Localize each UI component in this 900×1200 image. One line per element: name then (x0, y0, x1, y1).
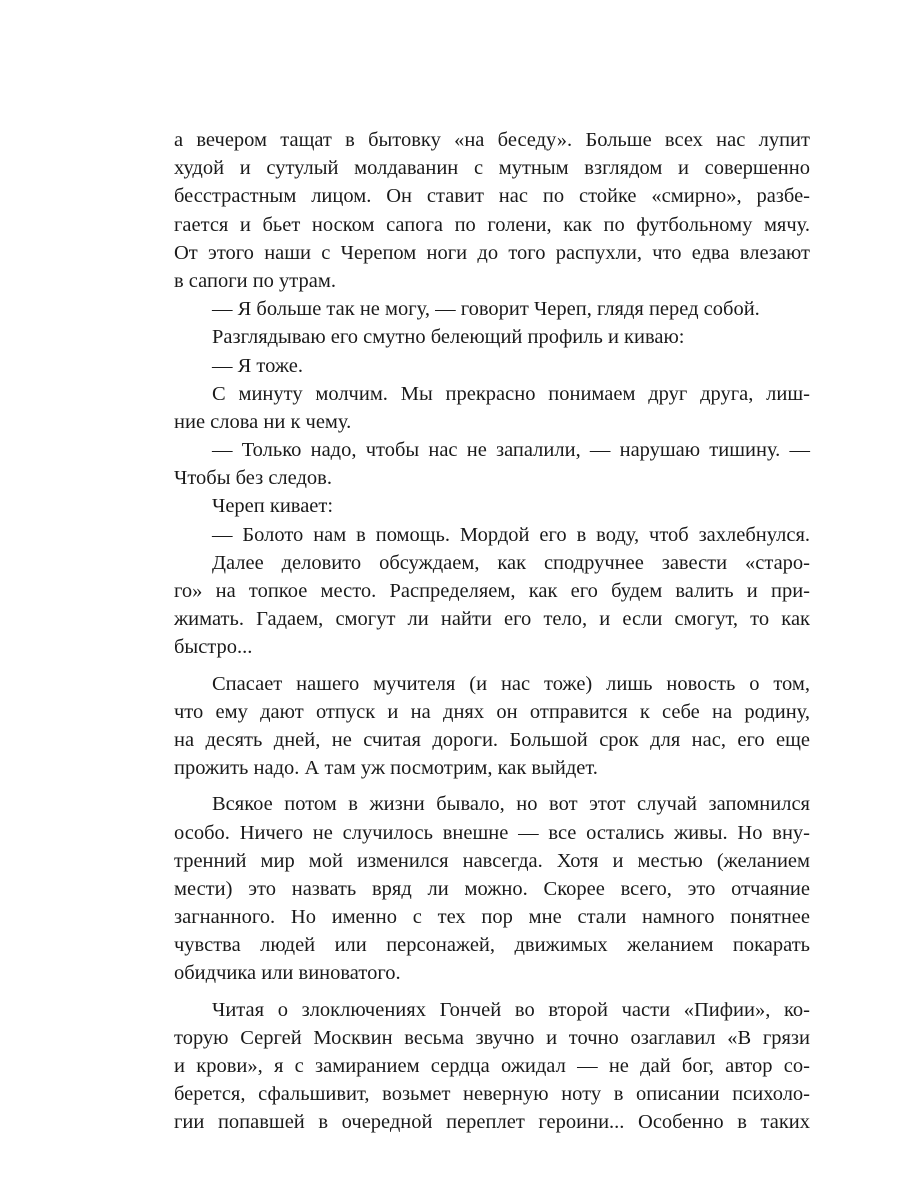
text-line: Спасает нашего мучителя (и нас тоже) лишь новость о том, (212, 672, 810, 695)
text-line: Далее деловито обсуждаем, как сподручнее завести «старо- (212, 551, 810, 574)
paragraph-gap (174, 988, 810, 996)
text-line: особо. Ничего не случилось внешне — все остались живы. Но вну- (174, 821, 810, 844)
text-line: жимать. Гадаем, смогут ли найти его тело, и если смогут, то как (174, 608, 810, 631)
text-line: мести) это назвать вряд ли можно. Скорее всего, это отчаяние (174, 877, 810, 900)
text-line: Разглядываю его смутно белеющий профиль и киваю: (212, 326, 685, 349)
text-line: торую Сергей Москвин весьма звучно и точно озаглавил «В грязи (174, 1026, 810, 1049)
text-line: — Я тоже. (212, 354, 303, 377)
text-line: в сапоги по утрам. (174, 269, 336, 292)
text-line: Чтобы без следов. (174, 467, 332, 490)
text-line: на десять дней, не считая дороги. Большой срок для нас, его еще (174, 728, 810, 751)
text-line: худой и сутулый молдаванин с мутным взглядом и совершенно (174, 157, 810, 180)
paragraph-gap (174, 662, 810, 670)
text-line: чувства людей или персонажей, движимых желанием покарать (174, 934, 810, 957)
text-line: гии попавшей в очередной переплет героини... Особенно в таких (174, 1111, 810, 1134)
text-line: Читая о злоключениях Гончей во второй части «Пифии», ко- (212, 998, 810, 1021)
text-line: — Я больше так не могу, — говорит Череп, глядя перед собой. (212, 298, 760, 321)
text-line: От этого наши с Черепом ноги до того распухли, что едва влезают (174, 241, 810, 264)
paragraph-gap (174, 782, 810, 790)
text-line: и крови», я с замиранием сердца ожидал — не дай бог, автор со- (174, 1055, 810, 1077)
text-line: бесстрастным лицом. Он ставит нас по стойке «смирно», разбе- (174, 185, 810, 208)
text-line: С минуту молчим. Мы прекрасно понимаем друг друга, лиш- (212, 382, 810, 405)
text-line: Череп кивает: (212, 495, 334, 518)
text-line: — Только надо, чтобы нас не запалили, — нарушаю тишину. — (212, 439, 810, 462)
text-line: быстро... (174, 636, 253, 659)
text-line: прожить надо. А там уж посмотрим, как выйдет. (174, 757, 598, 780)
text-line: обидчика или виноватого. (174, 962, 401, 985)
text-line: берется, сфальшивит, возьмет неверную ноту в описании психоло- (174, 1083, 810, 1106)
text-line: — Болото нам в помощь. Мордой его в воду, чтоб захлебнулся. (212, 523, 810, 546)
text-line: что ему дают отпуск и на днях он отправится к себе на родину, (174, 700, 810, 723)
text-line: Всякое потом в жизни бывало, но вот этот случай запомнился (212, 793, 810, 816)
text-line: загнанного. Но именно с тех пор мне стали намного понятнее (174, 906, 810, 929)
text-line: гается и бьет носком сапога по голени, как по футбольному мячу. (174, 213, 810, 236)
text-line: а вечером тащат в бытовку «на беседу». Больше всех нас лупит (174, 129, 810, 151)
text-line: го» на топкое место. Распределяем, как его будем валить и при- (174, 580, 810, 602)
text-line: ние слова ни к чему. (174, 410, 352, 433)
text-line: тренний мир мой изменился навсегда. Хотя и местью (желанием (174, 849, 810, 872)
body-text (174, 126, 810, 1137)
